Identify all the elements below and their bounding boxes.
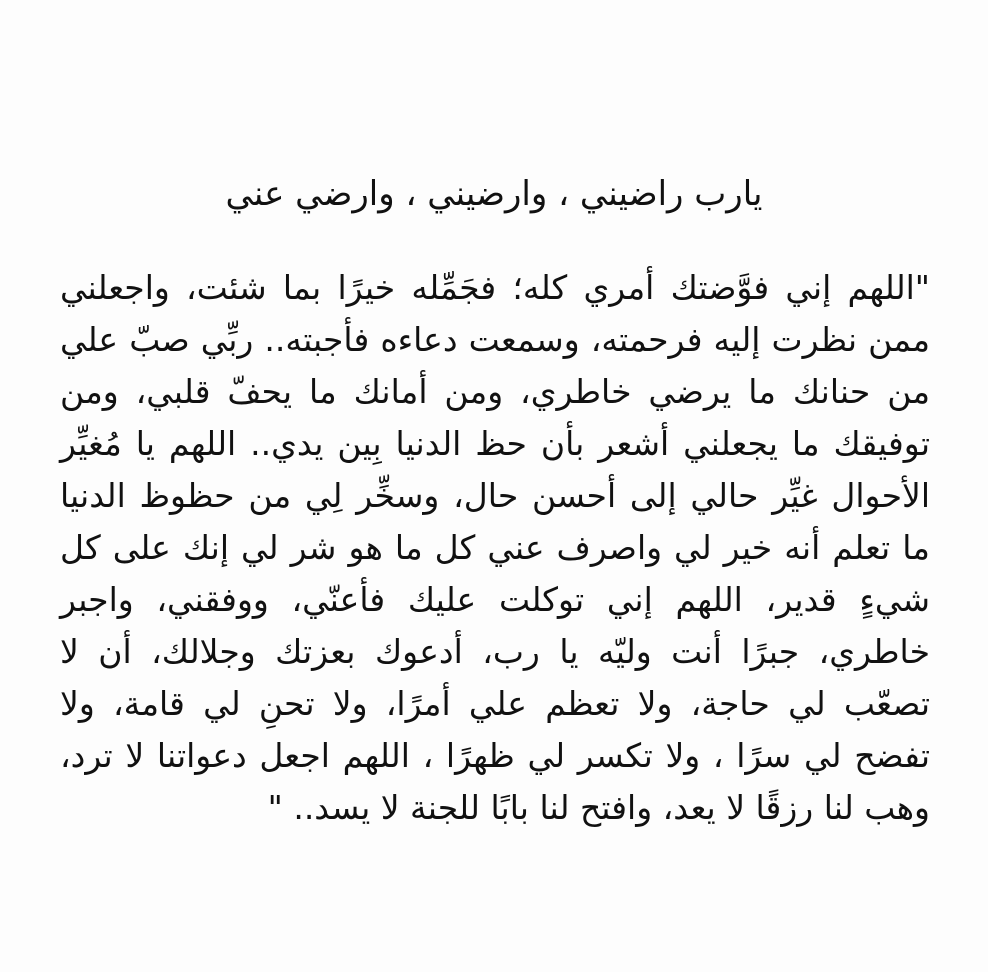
text-line: توفيقك ما يجعلني أشعر بأن حظ الدنيا بِين يدي.. اللهم يا مُغيِّر (60, 424, 930, 463)
prayer-text-block (60, 262, 930, 834)
page-title: يارب راضيني ، وارضيني ، وارضي عني (225, 174, 763, 214)
text-line: ممن نظرت إليه فرحمته، وسمعت دعاءه فأجبته.. ربِّي صبّ علي (60, 320, 930, 359)
text-line: تفضح لي سرًا ، ولا تكسر لي ظهرًا ، اللهم اجعل دعواتنا لا ترد، (60, 736, 930, 775)
text-line: شيءٍ قدير، اللهم إني توكلت عليك فأعنّي، ووفقني، واجبر (60, 580, 930, 619)
text-line: من حنانك ما يرضي خاطري، ومن أمانك ما يحفّ قلبي، ومن (60, 372, 930, 411)
text-line: خاطري، جبرًا أنت وليّه يا رب، أدعوك بعزتك وجلالك، أن لا (60, 632, 930, 671)
text-line: وهب لنا رزقًا لا يعد، وافتح لنا بابًا للجنة لا يسد.. " (267, 788, 930, 827)
text-line: الأحوال غيِّر حالي إلى أحسن حال، وسخِّر لِي من حظوظ الدنيا (60, 476, 930, 515)
text-line: ما تعلم أنه خير لي واصرف عني كل ما هو شر لي إنك على كل (60, 528, 930, 567)
text-line: "اللهم إني فوَّضتك أمري كله؛ فجَمِّله خيرًا بما شئت، واجعلني (60, 268, 930, 307)
text-line: تصعّب لي حاجة، ولا تعظم علي أمرًا، ولا تحنِ لي قامة، ولا (60, 684, 930, 723)
